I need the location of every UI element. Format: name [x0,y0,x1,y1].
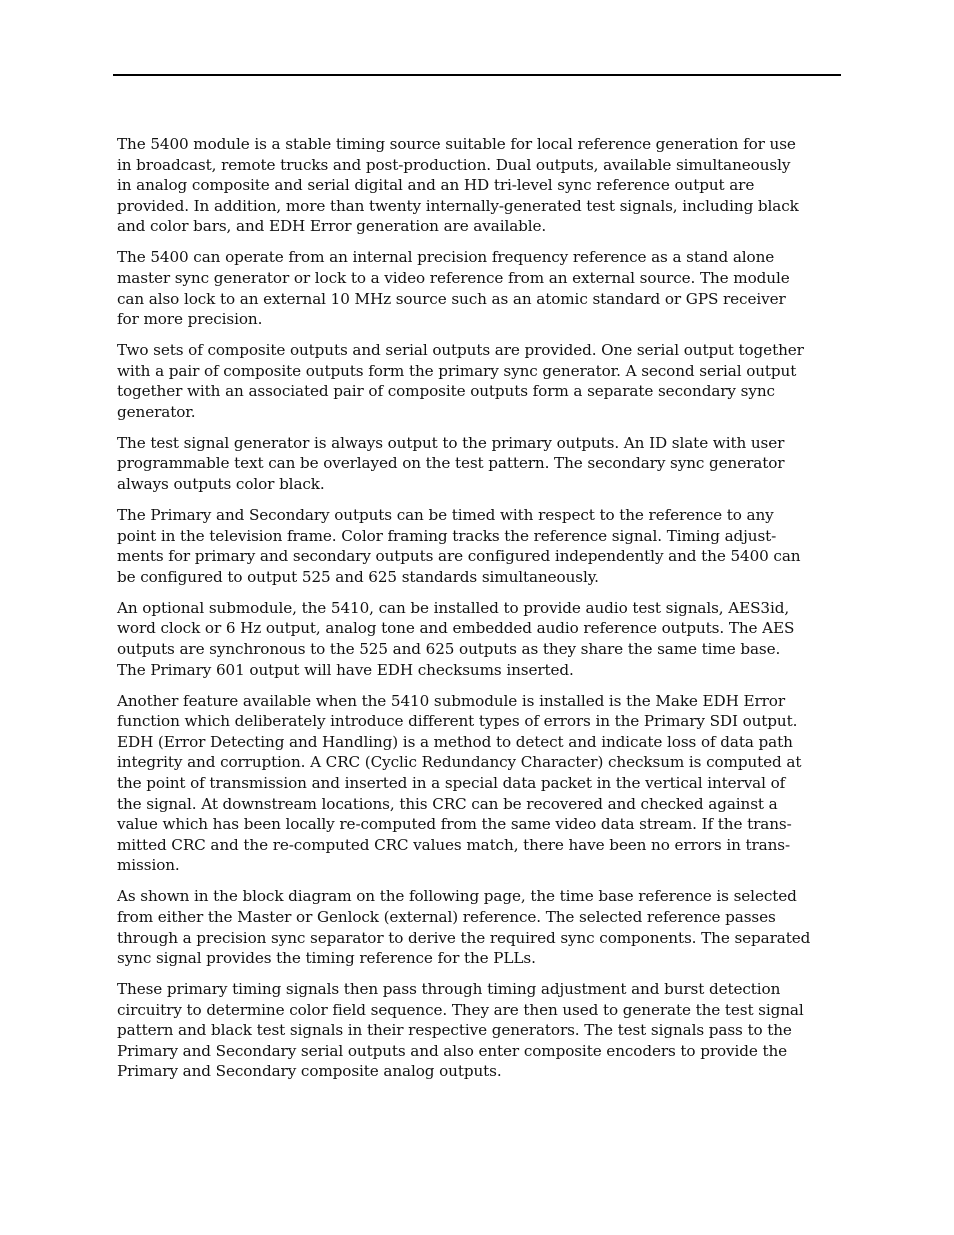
text-line: from either the Master or Genlock (external) reference. The selected reference passes [117,907,776,926]
text-line: be configured to output 525 and 625 standards simultaneously. [117,567,599,586]
text-line: master sync generator or lock to a video reference from an external source. The module [117,268,790,287]
text-line: The 5400 module is a stable timing source suitable for local reference generation for use [117,135,796,153]
text-line: generator. [117,402,196,421]
text-line: value which has been locally re-computed from the same video data stream. If the trans- [117,815,792,834]
text-line: Two sets of composite outputs and serial outputs are provided. One serial output together [117,341,804,360]
paragraph-edh [117,691,841,876]
text-line: mitted CRC and the re-computed CRC values match, there have been no errors in trans- [117,835,791,854]
text-line: These primary timing signals then pass through timing adjustment and burst detection [117,980,781,999]
text-line: through a precision sync separator to derive the required sync components. The separated [117,928,811,947]
text-line: together with an associated pair of composite outputs form a separate secondary sync [117,382,775,401]
text-line: The test signal generator is always output to the primary outputs. An ID slate with user [117,433,785,452]
paragraph-reference [117,247,841,329]
text-line: Primary and Secondary serial outputs and also enter composite encoders to provide the [117,1041,788,1060]
text-line: point in the television frame. Color framing tracks the reference signal. Timing adjust- [117,526,777,545]
text-line: EDH (Error Detecting and Handling) is a method to detect and indicate loss of data path [117,732,793,751]
text-line: and color bars, and EDH Error generation are available. [117,217,547,236]
paragraph-submodule [117,598,841,680]
text-line: function which deliberately introduce different types of errors in the Primary SDI output. [117,712,798,731]
text-line: pattern and black test signals in their respective generators. The test signals pass to the [117,1021,792,1040]
text-line: Another feature available when the 5410 submodule is installed is the Make EDH Error [117,691,785,710]
text-line: outputs are synchronous to the 525 and 625 outputs as they share the same time base. [117,640,781,659]
text-line: Primary and Secondary composite analog outputs. [117,1062,502,1081]
text-line: the signal. At downstream locations, this CRC can be recovered and checked against a [117,794,778,813]
text-line: The 5400 can operate from an internal precision frequency reference as a stand alone [117,248,775,267]
body-text [117,134,841,1092]
text-line: provided. In addition, more than twenty internally-generated test signals, including black [117,196,799,215]
paragraph-test-signal [117,433,841,495]
text-line: with a pair of composite outputs form the primary sync generator. A second serial output [117,361,797,380]
header-rule [113,74,841,76]
text-line: in analog composite and serial digital and an HD tri-level sync reference output are [117,176,755,195]
text-line: can also lock to an external 10 MHz source such as an atomic standard or GPS receiver [117,289,786,308]
text-line: sync signal provides the timing reference for the PLLs. [117,949,536,968]
paragraph-timing [117,505,841,587]
text-line: word clock or 6 Hz output, analog tone and embedded audio reference outputs. The AES [117,619,795,638]
text-line: mission. [117,856,180,875]
text-line: for more precision. [117,310,263,329]
paragraph-overview [117,134,841,237]
text-line: always outputs color black. [117,475,325,494]
text-line: The Primary 601 output will have EDH checksums inserted. [117,660,574,679]
text-line: programmable text can be overlayed on the test pattern. The secondary sync generator [117,454,785,473]
text-line: An optional submodule, the 5410, can be installed to provide audio test signals, AES3id, [117,598,790,617]
text-line: As shown in the block diagram on the following page, the time base reference is selected [117,887,797,906]
text-line: ments for primary and secondary outputs are configured independently and the 5400 can [117,547,801,566]
paragraph-block-diagram [117,886,841,968]
paragraph-signal-flow [117,979,841,1082]
text-line: circuitry to determine color field sequence. They are then used to generate the test signal [117,1000,804,1019]
text-line: The Primary and Secondary outputs can be timed with respect to the reference to any [117,506,774,525]
paragraph-outputs [117,340,841,422]
text-line: the point of transmission and inserted in a special data packet in the vertical interval of [117,773,786,792]
text-line: integrity and corruption. A CRC (Cyclic Redundancy Character) checksum is computed at [117,753,802,772]
text-line: in broadcast, remote trucks and post-production. Dual outputs, available simultaneously [117,155,791,174]
